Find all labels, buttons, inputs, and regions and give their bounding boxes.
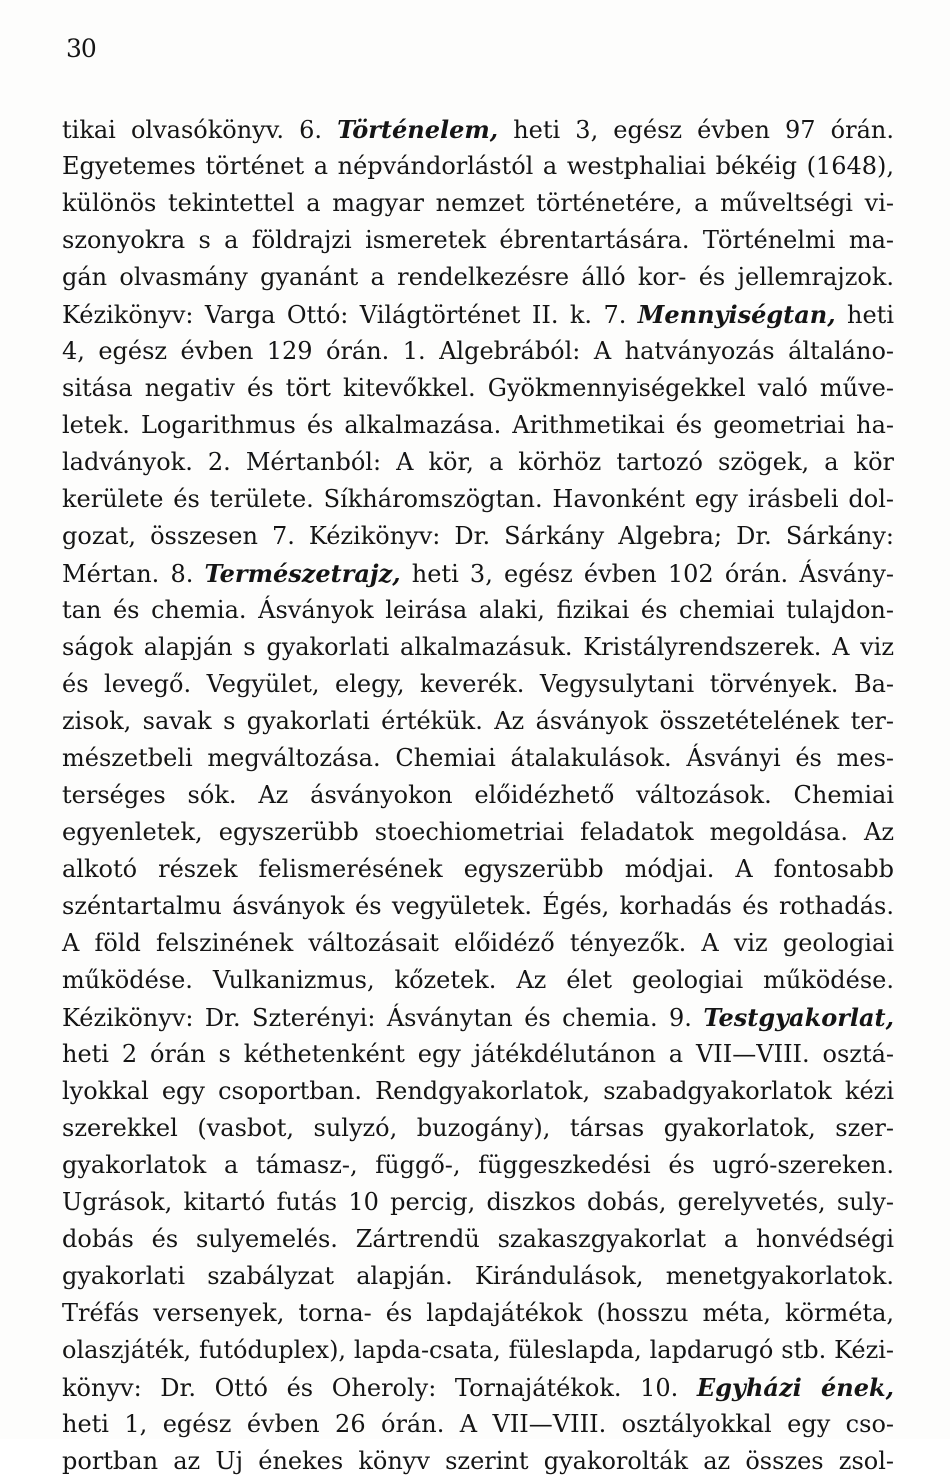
text-line xyxy=(62,518,894,555)
text-segment: gán olvasmány gyanánt a rendelkezésre álló kor- és jellemrajzok. xyxy=(62,263,894,291)
text-line xyxy=(62,1073,894,1110)
text-segment: alkotó részek felismerésének egyszerübb módjai. A fontosabb xyxy=(62,855,894,883)
text-line xyxy=(62,222,894,259)
text-line xyxy=(62,740,894,777)
text-line xyxy=(62,592,894,629)
text-segment: 4, egész évben 129 órán. 1. Algebrából: A hatványozás általáno- xyxy=(62,337,894,365)
text-line xyxy=(62,1184,894,1221)
text-line xyxy=(62,999,894,1036)
text-segment: heti xyxy=(835,301,894,329)
text-line xyxy=(62,333,894,370)
text-line xyxy=(62,1332,894,1369)
text-line xyxy=(62,259,894,296)
text-line xyxy=(62,1258,894,1295)
text-line xyxy=(62,555,894,592)
subject-heading: Történelem, xyxy=(337,115,499,144)
text-segment: szerekkel (vasbot, sulyzó, buzogány), társas gyakorlatok, szer- xyxy=(62,1114,894,1142)
text-segment: dobás és sulyemelés. Zártrendü szakaszgyakorlat a honvédségi xyxy=(62,1225,894,1253)
text-segment: heti 3, egész évben 102 órán. Ásvány- xyxy=(400,560,894,588)
text-line xyxy=(62,814,894,851)
text-line xyxy=(62,1295,894,1332)
text-segment: heti 1, egész évben 26 órán. A VII—VIII. osztályokkal egy cso- xyxy=(62,1410,894,1438)
text-segment: tikai olvasókönyv. 6. xyxy=(62,116,338,144)
text-segment: különös tekintettel a magyar nemzet történetére, a műveltségi vi- xyxy=(62,189,894,217)
text-segment: lyokkal egy csoportban. Rendgyakorlatok, szabadgyakorlatok kézi xyxy=(62,1077,894,1105)
text-segment: Tréfás versenyek, torna- és lapdajátékok (hosszu méta, körméta, xyxy=(62,1299,894,1327)
text-segment: gyakorlati szabályzat alapján. Kirándulások, menetgyakorlatok. xyxy=(62,1262,894,1290)
text-segment: Mértan. 8. xyxy=(62,560,205,588)
subject-heading: Egyházi ének, xyxy=(696,1373,894,1402)
text-line xyxy=(62,703,894,740)
text-line xyxy=(62,1110,894,1147)
text-segment: gyakorlatok a támasz-, függő-, függeszkedési és ugró-szereken. xyxy=(62,1151,894,1179)
text-line xyxy=(62,481,894,518)
text-line xyxy=(62,444,894,481)
text-segment: Egyetemes történet a népvándorlástól a westphaliai békéig (1648), xyxy=(62,152,894,180)
text-line xyxy=(62,296,894,333)
text-segment: gozat, összesen 7. Kézikönyv: Dr. Sárkány Algebra; Dr. Sárkány: xyxy=(62,522,894,550)
text-segment: ságok alapján s gyakorlati alkalmazásuk. Kristályrendszerek. A viz xyxy=(62,633,894,661)
text-line xyxy=(62,407,894,444)
text-line xyxy=(62,1443,894,1480)
text-segment: A föld felszinének változásait előidéző tényezők. A viz geologiai xyxy=(62,929,894,957)
text-line xyxy=(62,370,894,407)
text-line xyxy=(62,111,894,148)
text-segment: portban az Uj énekes könyv szerint gyakorolták az összes zsol- xyxy=(62,1447,894,1475)
text-segment: mészetbeli megváltozása. Chemiai átalakulások. Ásványi és mes- xyxy=(62,744,894,772)
text-line xyxy=(62,629,894,666)
subject-heading: Mennyiségtan, xyxy=(637,300,836,329)
text-line xyxy=(62,1147,894,1184)
text-line xyxy=(62,888,894,925)
subject-heading: Testgyakorlat, xyxy=(703,1003,894,1032)
text-segment: ladványok. 2. Mértanból: A kör, a körhöz tartozó szögek, a kör xyxy=(62,448,894,476)
page-number: 30 xyxy=(66,34,96,63)
text-segment: sitása negativ és tört kitevőkkel. Gyökmennyiségekkel való műve- xyxy=(62,374,894,402)
text-line xyxy=(62,1406,894,1443)
text-segment: letek. Logarithmus és alkalmazása. Arithmetikai és geometriai ha- xyxy=(62,411,894,439)
text-segment: kerülete és területe. Síkháromszögtan. Havonként egy irásbeli dol- xyxy=(62,485,894,513)
text-segment: és levegő. Vegyület, elegy, keverék. Vegysulytani törvények. Ba- xyxy=(62,670,894,698)
text-segment: szonyokra s a földrajzi ismeretek ébrentartására. Történelmi ma- xyxy=(62,226,894,254)
text-line xyxy=(62,148,894,185)
text-segment: egyenletek, egyszerübb stoechiometriai feladatok megoldása. Az xyxy=(62,818,894,846)
text-segment: könyv: Dr. Ottó és Oheroly: Tornajátékok. 10. xyxy=(62,1374,697,1402)
body-text xyxy=(62,111,894,1480)
text-segment: olaszjáték, futóduplex), lapda-csata, füleslapda, lapdarugó stb. Kézi- xyxy=(62,1336,894,1364)
text-line xyxy=(62,666,894,703)
text-line xyxy=(62,185,894,222)
text-segment: terséges sók. Az ásványokon előidézhető változások. Chemiai xyxy=(62,781,894,809)
text-segment: tan és chemia. Ásványok leirása alaki, fizikai és chemiai tulajdon- xyxy=(62,596,894,624)
text-line xyxy=(62,925,894,962)
text-segment: széntartalmu ásványok és vegyületek. Égés, korhadás és rothadás. xyxy=(62,892,894,920)
subject-heading: Természetrajz, xyxy=(204,559,401,588)
text-line xyxy=(62,851,894,888)
text-line xyxy=(62,1221,894,1258)
text-segment: működése. Vulkanizmus, kőzetek. Az élet geologiai működése. xyxy=(62,966,894,994)
text-segment: heti 2 órán s kéthetenként egy játékdélutánon a VII—VIII. osztá- xyxy=(62,1040,894,1068)
text-segment: zisok, savak s gyakorlati értékük. Az ásványok összetételének ter- xyxy=(62,707,894,735)
text-line xyxy=(62,777,894,814)
text-line xyxy=(62,1369,894,1406)
text-segment: heti 3, egész évben 97 órán. xyxy=(498,116,894,144)
text-segment: Kézikönyv: Varga Ottó: Világtörténet II. k. 7. xyxy=(62,301,638,329)
text-segment: Ugrások, kitartó futás 10 percig, diszkos dobás, gerelyvetés, suly- xyxy=(62,1188,894,1216)
text-segment: Kézikönyv: Dr. Szterényi: Ásványtan és chemia. 9. xyxy=(62,1004,704,1032)
text-line xyxy=(62,962,894,999)
text-line xyxy=(62,1036,894,1073)
